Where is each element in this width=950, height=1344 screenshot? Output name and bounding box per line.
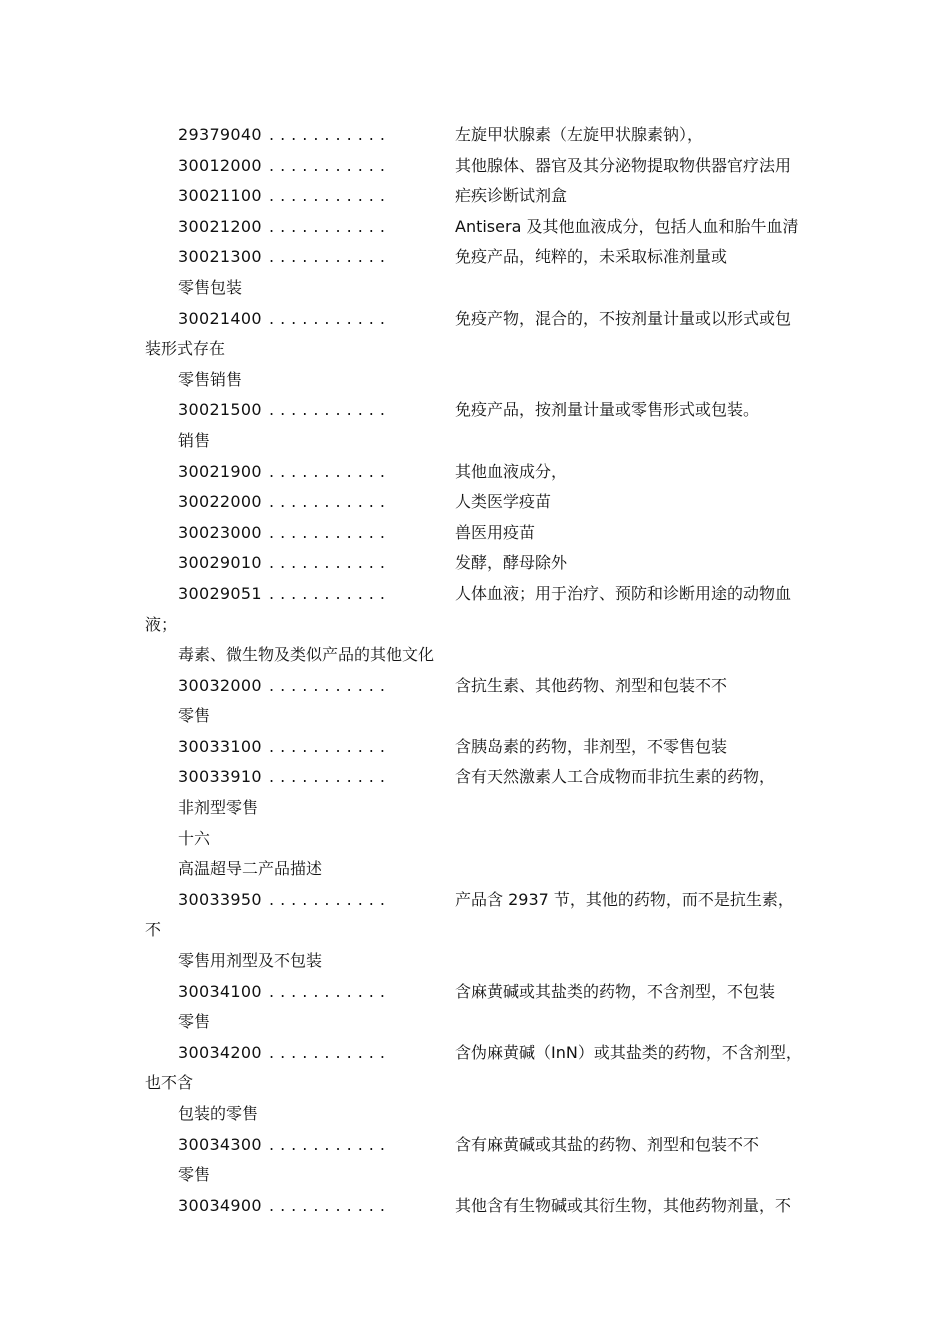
leader-dots: ........... bbox=[269, 522, 391, 542]
tariff-code: 30033100 bbox=[178, 736, 262, 756]
tariff-description: 免疫产品，纯粹的，未采取标准剂量或 bbox=[455, 247, 728, 267]
continuation-text: 非剂型零售 bbox=[178, 798, 259, 818]
continuation-text: 零售用剂型及不包装 bbox=[178, 951, 323, 971]
tariff-entry bbox=[145, 181, 825, 212]
tariff-entry bbox=[145, 1130, 825, 1161]
tariff-code-list bbox=[145, 120, 825, 1221]
continuation-text: 销售 bbox=[178, 430, 211, 450]
tariff-entry bbox=[145, 518, 825, 549]
leader-dots: ........... bbox=[269, 1134, 391, 1154]
leader-dots: ........... bbox=[269, 308, 391, 328]
continuation-text: 毒素、微生物及类似产品的其他文化 bbox=[178, 645, 435, 665]
tariff-description: 免疫产物，混合的，不按剂量计量或以形式或包 bbox=[455, 308, 792, 328]
leader-dots: ........... bbox=[269, 155, 391, 175]
tariff-description: 人体血液；用于治疗、预防和诊断用途的动物血 bbox=[455, 583, 792, 603]
tariff-entry bbox=[145, 977, 825, 1008]
tariff-entry bbox=[145, 579, 825, 610]
leader-dots: ........... bbox=[269, 1195, 391, 1215]
tariff-description: 含胰岛素的药物，非剂型，不零售包装 bbox=[455, 736, 728, 756]
tariff-description: 发酵，酵母除外 bbox=[455, 553, 568, 573]
tariff-description: 免疫产品，按剂量计量或零售形式或包装。 bbox=[455, 400, 760, 420]
tariff-entry bbox=[145, 151, 825, 182]
tariff-code: 30021400 bbox=[178, 308, 262, 328]
tariff-entry bbox=[145, 885, 825, 916]
tariff-code: 30032000 bbox=[178, 675, 262, 695]
leader-dots: ........... bbox=[269, 492, 391, 512]
tariff-description: 产品含 2937 节，其他的药物，而不是抗生素， bbox=[455, 889, 794, 909]
tariff-description: 其他血液成分， bbox=[455, 461, 568, 481]
tariff-code: 30034900 bbox=[178, 1195, 262, 1215]
leader-dots: ........... bbox=[269, 125, 391, 144]
tariff-code: 30029010 bbox=[178, 553, 262, 573]
tariff-code: 30021500 bbox=[178, 400, 262, 420]
continuation-text: 不 bbox=[145, 920, 162, 940]
tariff-entry bbox=[145, 120, 825, 151]
leader-dots: ........... bbox=[269, 583, 391, 603]
tariff-entry bbox=[145, 212, 825, 243]
tariff-code: 30034200 bbox=[178, 1042, 262, 1062]
tariff-code: 30021300 bbox=[178, 247, 262, 267]
leader-dots: ........... bbox=[269, 889, 391, 909]
continuation-text: 零售销售 bbox=[178, 369, 243, 389]
tariff-entry bbox=[145, 487, 825, 518]
continuation-text: 包装的零售 bbox=[178, 1104, 259, 1123]
tariff-code: 30034100 bbox=[178, 981, 262, 1001]
tariff-entry bbox=[145, 1038, 825, 1069]
tariff-description: 含有麻黄碱或其盐的药物、剂型和包装不不 bbox=[455, 1134, 760, 1154]
tariff-code: 30021900 bbox=[178, 461, 262, 481]
leader-dots: ........... bbox=[269, 216, 391, 236]
tariff-code: 30023000 bbox=[178, 522, 262, 542]
tariff-description: 含伪麻黄碱（InN）或其盐类的药物，不含剂型， bbox=[455, 1042, 802, 1062]
leader-dots: ........... bbox=[269, 461, 391, 481]
leader-dots: ........... bbox=[269, 1042, 391, 1062]
continuation-text: 零售 bbox=[178, 706, 211, 726]
tariff-code: 30029051 bbox=[178, 583, 262, 603]
continuation-text: 液； bbox=[145, 614, 178, 634]
tariff-code: 30033950 bbox=[178, 889, 262, 909]
tariff-description: 人类医学疫苗 bbox=[455, 492, 552, 512]
tariff-entry bbox=[145, 762, 825, 793]
tariff-entry bbox=[145, 242, 825, 273]
tariff-description: 含抗生素、其他药物、剂型和包装不不 bbox=[455, 675, 728, 695]
tariff-entry bbox=[145, 732, 825, 763]
tariff-description: 其他含有生物碱或其衍生物，其他药物剂量，不 bbox=[455, 1195, 792, 1215]
tariff-entry bbox=[145, 671, 825, 702]
tariff-description: Antisera 及其他血液成分，包括人血和胎牛血清 bbox=[455, 216, 799, 236]
leader-dots: ........... bbox=[269, 767, 391, 787]
continuation-text: 十六 bbox=[178, 828, 211, 848]
tariff-code: 30034300 bbox=[178, 1134, 262, 1154]
tariff-entry bbox=[145, 1191, 825, 1222]
continuation-text: 零售包装 bbox=[178, 277, 243, 297]
continuation-text: 零售 bbox=[178, 1165, 211, 1185]
tariff-entry bbox=[145, 304, 825, 335]
tariff-code: 30012000 bbox=[178, 155, 262, 175]
tariff-entry bbox=[145, 457, 825, 488]
tariff-entry bbox=[145, 395, 825, 426]
continuation-text: 零售 bbox=[178, 1012, 211, 1032]
tariff-description: 左旋甲状腺素（左旋甲状腺素钠）， bbox=[455, 125, 704, 144]
tariff-code: 30021200 bbox=[178, 216, 262, 236]
leader-dots: ........... bbox=[269, 553, 391, 573]
tariff-description: 其他腺体、器官及其分泌物提取物供器官疗法用 bbox=[455, 155, 792, 175]
continuation-text: 也不含 bbox=[145, 1073, 194, 1093]
leader-dots: ........... bbox=[269, 247, 391, 267]
leader-dots: ........... bbox=[269, 186, 391, 206]
leader-dots: ........... bbox=[269, 675, 391, 695]
tariff-description: 含有天然激素人工合成物而非抗生素的药物， bbox=[455, 767, 776, 787]
tariff-description: 兽医用疫苗 bbox=[455, 522, 536, 542]
continuation-text: 高温超导二产品描述 bbox=[178, 859, 323, 879]
leader-dots: ........... bbox=[269, 400, 391, 420]
leader-dots: ........... bbox=[269, 981, 391, 1001]
tariff-code: 29379040 bbox=[178, 125, 262, 144]
continuation-text: 装形式存在 bbox=[145, 339, 226, 359]
leader-dots: ........... bbox=[269, 736, 391, 756]
tariff-code: 30021100 bbox=[178, 186, 262, 206]
tariff-entry bbox=[145, 548, 825, 579]
tariff-description: 含麻黄碱或其盐类的药物，不含剂型，不包装 bbox=[455, 981, 776, 1001]
tariff-code: 30022000 bbox=[178, 492, 262, 512]
tariff-description: 疟疾诊断试剂盒 bbox=[455, 186, 568, 206]
tariff-code: 30033910 bbox=[178, 767, 262, 787]
